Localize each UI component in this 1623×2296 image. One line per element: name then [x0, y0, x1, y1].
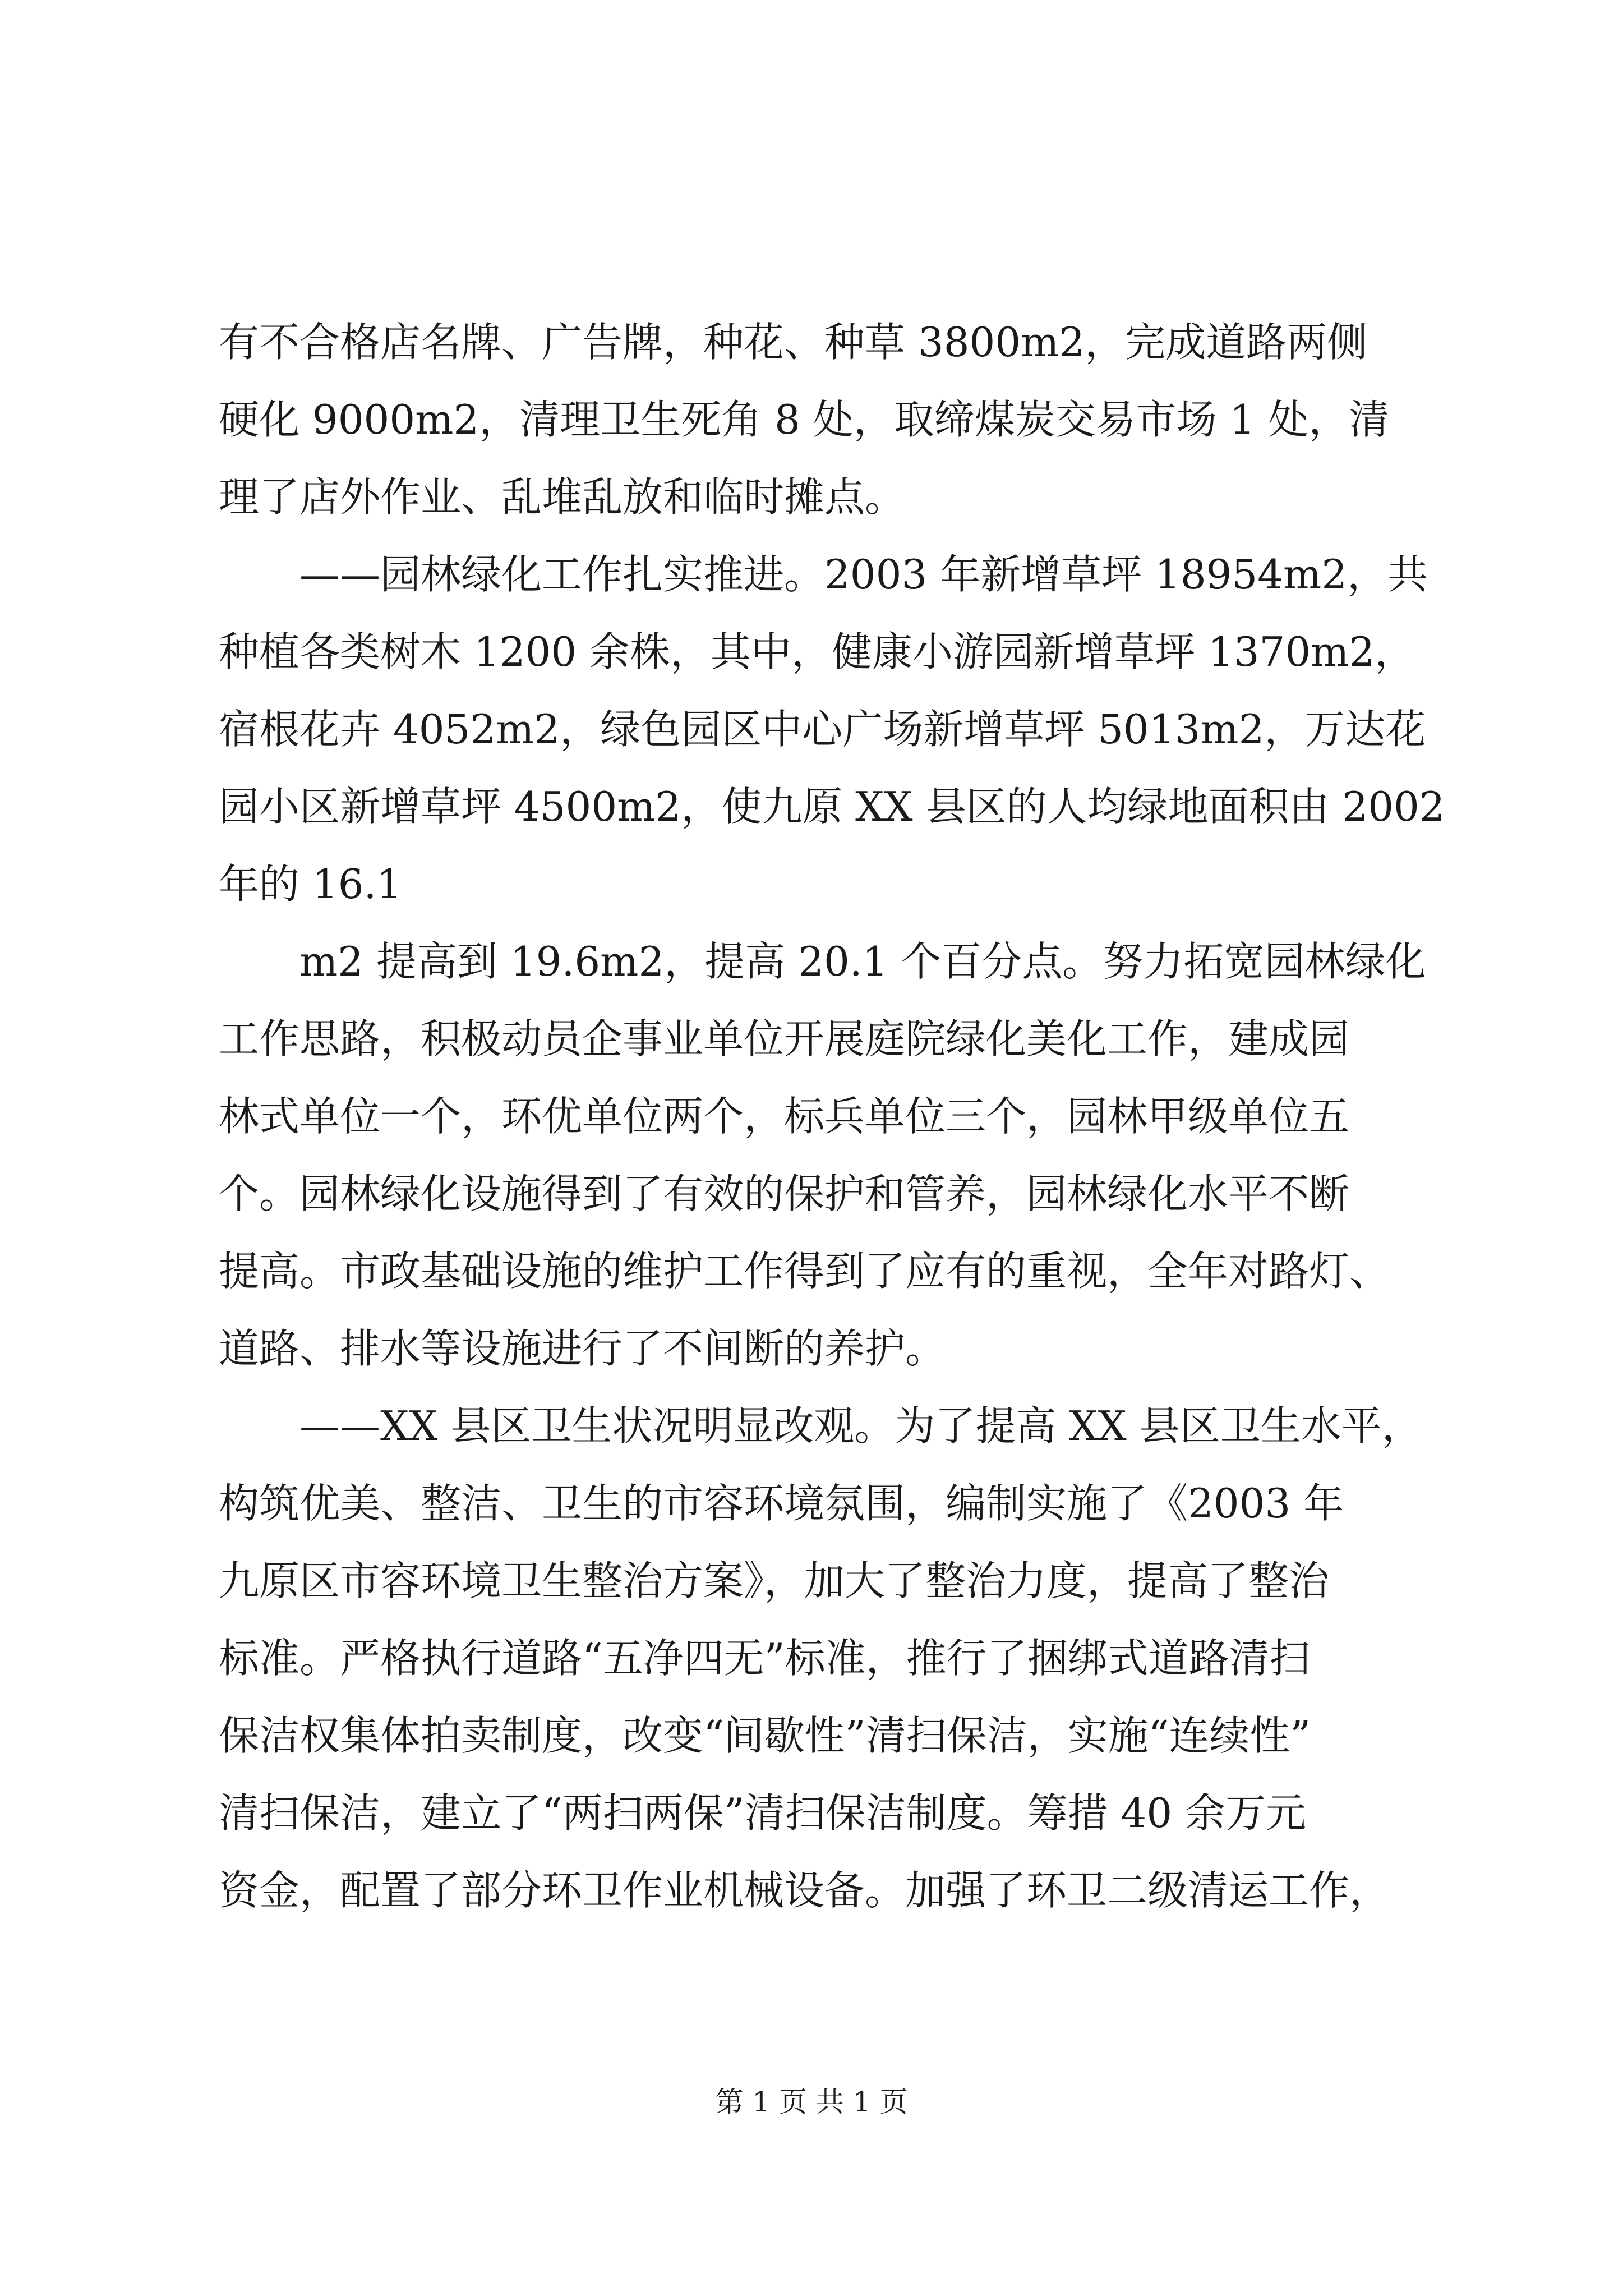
- text-line: 种植各类树木 1200 余株，其中，健康小游园新增草坪 1370m2，: [219, 628, 1415, 675]
- text-line: 保洁权集体拍卖制度，改变“间歇性”清扫保洁，实施“连续性”: [219, 1712, 1311, 1759]
- page-number-footer: 第 1 页 共 1 页: [715, 2086, 908, 2118]
- text-line: 资金，配置了部分环卫作业机械设备。加强了环卫二级清运工作，: [219, 1867, 1390, 1914]
- text-line: 提高。市政基础设施的维护工作得到了应有的重视，全年对路灯、: [219, 1248, 1390, 1295]
- text-line: 宿根花卉 4052m2，绿色园区中心广场新增草坪 5013m2，万达花: [219, 706, 1426, 753]
- text-line: ——XX 县区卫生状况明显改观。为了提高 XX 县区卫生水平，: [219, 1402, 1422, 1450]
- text-line: 标准。严格执行道路“五净四无”标准，推行了捆绑式道路清扫: [219, 1635, 1310, 1682]
- text-line: 道路、排水等设施进行了不间断的养护。: [219, 1325, 946, 1372]
- text-line: 工作思路，积极动员企事业单位开展庭院绿化美化工作，建成园: [219, 1015, 1350, 1062]
- text-line: 园小区新增草坪 4500m2，使九原 XX 县区的人均绿地面积由 2002: [219, 783, 1445, 830]
- text-line: 理了店外作业、乱堆乱放和临时摊点。: [219, 473, 906, 521]
- text-line: ——园林绿化工作扎实推进。2003 年新增草坪 18954m2，共: [219, 551, 1428, 598]
- text-line: 个。园林绿化设施得到了有效的保护和管养，园林绿化水平不断: [219, 1170, 1350, 1217]
- text-line: 年的 16.1: [219, 861, 403, 908]
- text-line: 构筑优美、整洁、卫生的市容环境氛围，编制实施了《2003 年: [219, 1480, 1344, 1527]
- text-line: 有不合格店名牌、广告牌，种花、种草 3800m2，完成道路两侧: [219, 319, 1368, 366]
- text-line: m2 提高到 19.6m2，提高 20.1 个百分点。努力拓宽园林绿化: [219, 938, 1426, 985]
- text-line: 硬化 9000m2，清理卫生死角 8 处，取缔煤炭交易市场 1 处，清: [219, 396, 1390, 443]
- text-line: 林式单位一个，环优单位两个，标兵单位三个，园林甲级单位五: [219, 1093, 1350, 1140]
- text-line: 清扫保洁，建立了“两扫两保”清扫保洁制度。筹措 40 余万元: [219, 1789, 1307, 1837]
- text-line: 九原区市容环境卫生整治方案》，加大了整治力度，提高了整治: [219, 1557, 1330, 1604]
